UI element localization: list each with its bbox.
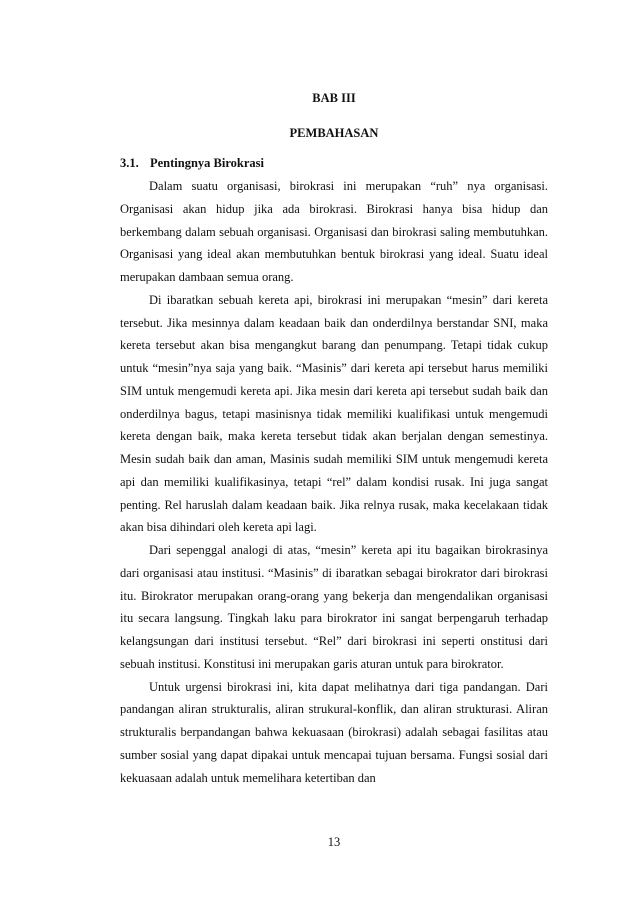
paragraph: Dalam suatu organisasi, birokrasi ini merupakan “ruh” nya organisasi. Organisasi akan hidup jika ada birokrasi. Birokrasi hanya bisa hidup dan berkembang dalam sebuah organisasi. Organisasi dan birokrasi saling membutuhkan. Organisasi yang ideal akan membutuhkan bentuk birokrasi yang ideal. Suatu ideal merupakan dambaan semua orang. [120, 179, 548, 284]
section-title: Pentingnya Birokrasi [150, 156, 265, 170]
section-heading [120, 154, 264, 172]
paragraph: Di ibaratkan sebuah kereta api, birokrasi ini merupakan “mesin” dari kereta tersebut. Jika mesinnya dalam keadaan baik dan onderdilnya berstandar SNI, maka kereta tersebut akan bisa mengangkut barang dan penumpang. Tetapi tidak cukup untuk “mesin”nya saja yang baik. “Masinis” dari kereta api tersebut harus memiliki SIM untuk mengemudi kereta api. Jika mesin dari kereta api tersebut sudah baik dan onderdilnya bagus, tetapi masinisnya tidak memiliki kualifikasi untuk mengemudi kereta dengan baik, maka kereta tersebut tidak akan berjalan dengan semestinya. Mesin sudah baik dan aman, Masinis sudah memiliki SIM untuk mengemudi kereta api dan memiliki kualifikasinya, tetapi “rel” dalam kondisi rusak. Ini juga sangat penting. Rel haruslah dalam keadaan baik. Jika relnya rusak, maka kecelakaan tidak akan bisa dihindari oleh kereta api lagi. [120, 292, 548, 535]
chapter-title: PEMBAHASAN [289, 126, 379, 140]
section-number: 3.1. [120, 156, 139, 170]
paragraph: Dari sepenggal analogi di atas, “mesin” kereta api itu bagaikan birokrasinya dari organisasi atau institusi. “Masinis” di ibaratkan sebagai birokrator dari birokrasi itu. Birokrator merupakan orang-orang yang bekerja dan mengendalikan organisasi itu secara langsung. Tingkah laku para birokrator ini sangat berpengaruh terhadap kelangsungan dari institusi tersebut. “Rel” dari birokrasi ini seperti onstitusi dari sebuah institusi. Konstitusi ini merupakan garis aturan untuk para birokrator. [120, 543, 548, 671]
page-number: 13 [327, 835, 341, 849]
body-text [120, 175, 548, 789]
chapter-number: BAB III [312, 91, 356, 105]
paragraph: Untuk urgensi birokrasi ini, kita dapat melihatnya dari tiga pandangan. Dari pandangan aliran strukturalis, aliran strukural-konflik, dan aliran strukturasi. Aliran strukturalis berpandangan bahwa kekuasaan (birokrasi) adalah sebagai fasilitas atau sumber sosial yang dapat dipakai untuk mencapai tujuan bersama. Fungsi sosial dari kekuasaan adalah untuk memelihara ketertiban dan [120, 679, 548, 785]
